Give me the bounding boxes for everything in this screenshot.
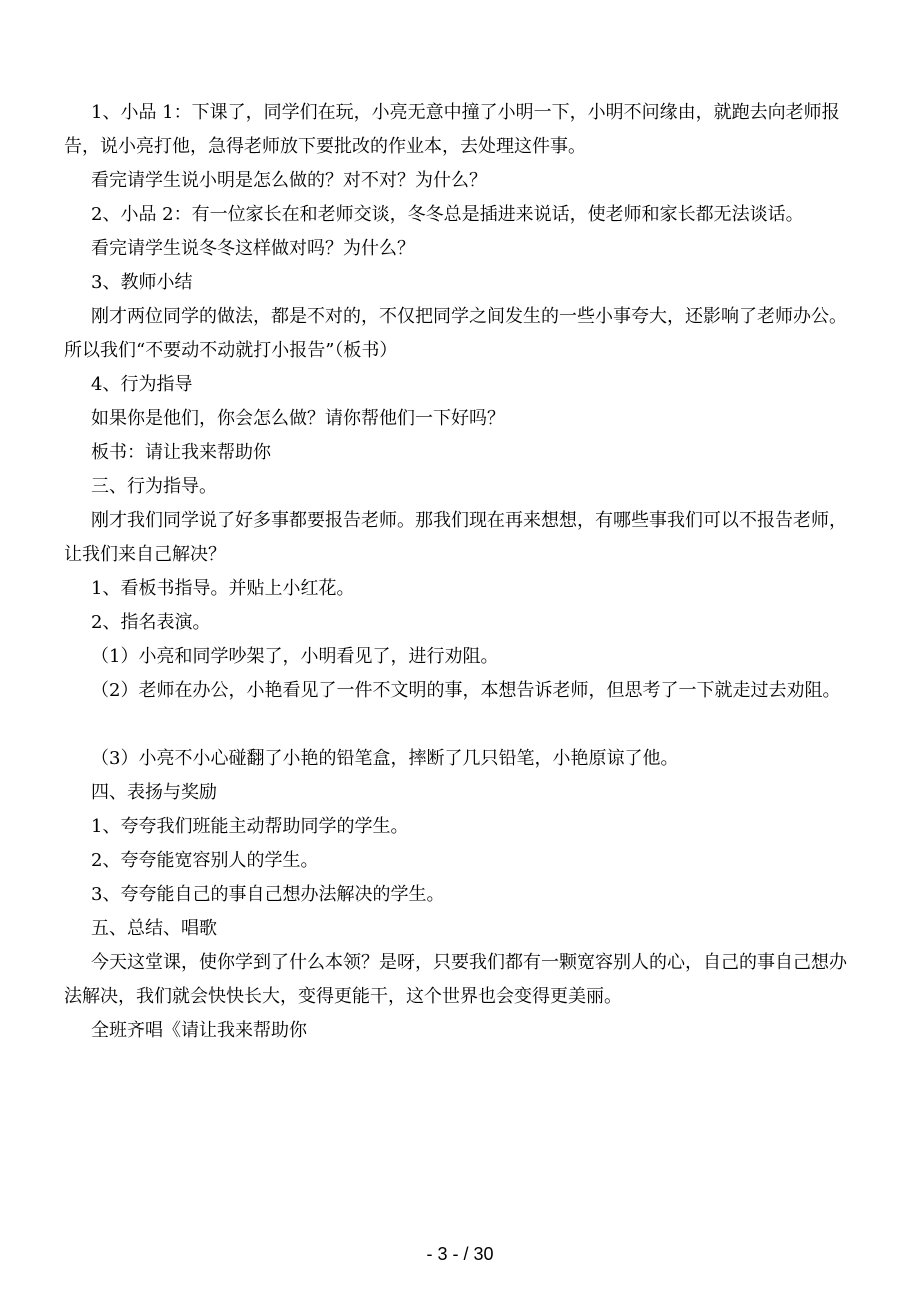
paragraph-conclusion: 今天这堂课，使你学到了什么本领？是呀，只要我们都有一颗宽容别人的心，自己的事自己想办法解决，我们就会快快长大，变得更能干，这个世界也会变得更美丽。: [64, 952, 847, 1007]
heading-section-5: 五、总结、唱歌: [91, 918, 217, 939]
paragraph-summary: 刚才两位同学的做法，都是不对的，不仅把同学之间发生的一些小事夸大，还影响了老师办公。所以我们“不要动不动就打小报告”（板书）: [64, 306, 847, 361]
sub-item-2: （2）老师在办公，小艳看见了一件不文明的事，本想告诉老师，但思考了一下就走过去劝阻。: [91, 680, 841, 701]
paragraph-question-2: 看完请学生说冬冬这样做对吗？为什么？: [91, 238, 415, 259]
page-number: - 3 - / 30: [426, 1244, 494, 1264]
praise-item-1: 1、夸夸我们班能主动帮助同学的学生。: [91, 816, 409, 837]
praise-item-3: 3、夸夸能自己的事自己想办法解决的学生。: [91, 884, 445, 905]
list-item-2: 2、指名表演。: [91, 612, 211, 633]
heading-behavior-guide: 4、行为指导: [91, 374, 193, 395]
paragraph-question-1: 看完请学生说小明是怎么做的？对不对？为什么？: [91, 170, 487, 191]
heading-teacher-summary: 3、教师小结: [91, 272, 193, 293]
paragraph-skit-2: 2、小品 2：有一位家长在和老师交谈，冬冬总是插进来说话，使老师和家长都无法谈话。: [91, 204, 804, 225]
paragraph-what-would-you-do: 如果你是他们，你会怎么做？请你帮他们一下好吗？: [91, 408, 505, 429]
paragraph-blackboard: 板书：请让我来帮助你: [91, 442, 271, 463]
paragraph-skit-1: 1、小品 1：下课了，同学们在玩，小亮无意中撞了小明一下，小明不问缘由，就跑去向老师报告，说小亮打他，急得老师放下要批改的作业本，去处理这件事。: [64, 102, 840, 157]
list-item-1: 1、看板书指导。并贴上小红花。: [91, 578, 355, 599]
heading-section-4: 四、表扬与奖励: [91, 782, 217, 803]
heading-section-3: 三、行为指导。: [91, 476, 217, 497]
praise-item-2: 2、夸夸能宽容别人的学生。: [91, 850, 319, 871]
paragraph-self-solve: 刚才我们同学说了好多事都要报告老师。那我们现在再来想想，有哪些事我们可以不报告老师，让我们来自己解决？: [64, 510, 847, 565]
paragraph-sing-along: 全班齐唱《请让我来帮助你: [91, 1020, 307, 1041]
sub-item-3: （3）小亮不小心碰翻了小艳的铅笔盒，摔断了几只铅笔，小艳原谅了他。: [91, 748, 679, 769]
sub-item-1: （1）小亮和同学吵架了，小明看见了，进行劝阻。: [91, 646, 499, 667]
